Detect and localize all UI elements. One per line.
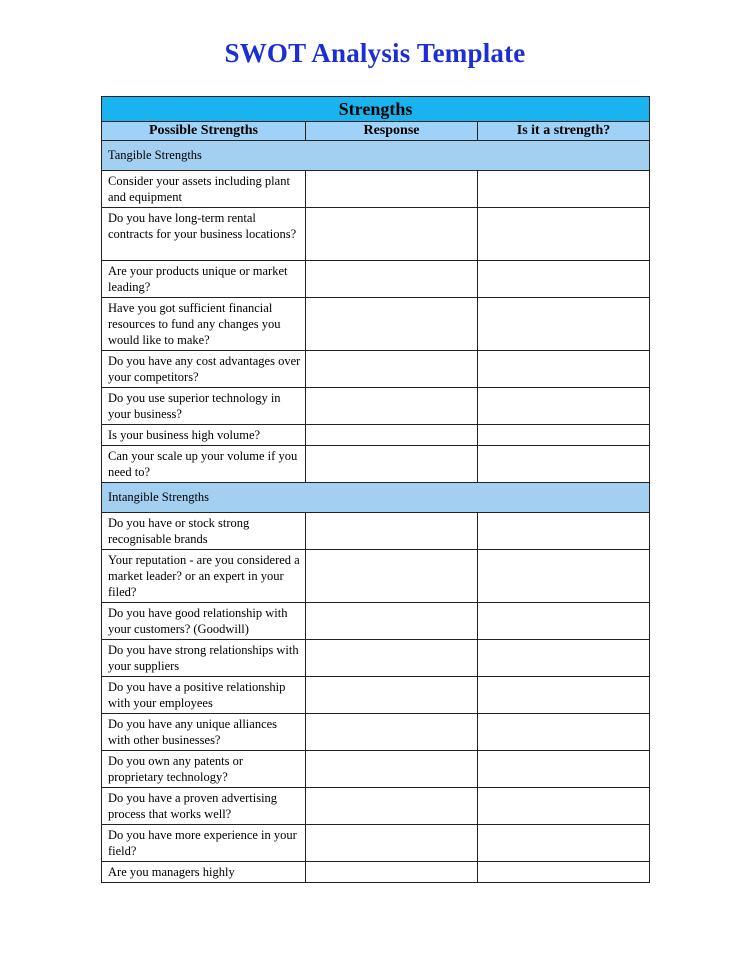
response-cell[interactable] bbox=[306, 862, 478, 883]
document-title: SWOT Analysis Template bbox=[224, 38, 526, 68]
column-header-is-it-a-strength: Is it a strength? bbox=[478, 122, 650, 141]
question-cell: Do you have strong relationships with your suppliers bbox=[102, 640, 306, 677]
question-cell: Do you have good relationship with your customers? (Goodwill) bbox=[102, 603, 306, 640]
is-strength-cell[interactable] bbox=[478, 862, 650, 883]
response-cell[interactable] bbox=[306, 677, 478, 714]
question-cell: Do you have any unique alliances with other businesses? bbox=[102, 714, 306, 751]
table-row bbox=[102, 603, 650, 640]
table-row bbox=[102, 446, 650, 483]
swot-strengths-table bbox=[101, 96, 650, 883]
section-label-intangible: Intangible Strengths bbox=[102, 483, 650, 513]
response-cell[interactable] bbox=[306, 550, 478, 603]
question-cell: Do you have a positive relationship with your employees bbox=[102, 677, 306, 714]
question-cell: Consider your assets including plant and equipment bbox=[102, 171, 306, 208]
column-header-possible-strengths: Possible Strengths bbox=[102, 122, 306, 141]
response-cell[interactable] bbox=[306, 208, 478, 261]
is-strength-cell[interactable] bbox=[478, 446, 650, 483]
section-row bbox=[102, 483, 650, 513]
is-strength-cell[interactable] bbox=[478, 388, 650, 425]
is-strength-cell[interactable] bbox=[478, 513, 650, 550]
question-cell: Your reputation - are you considered a market leader? or an expert in your filed? bbox=[102, 550, 306, 603]
response-cell[interactable] bbox=[306, 446, 478, 483]
response-cell[interactable] bbox=[306, 825, 478, 862]
column-header-response: Response bbox=[306, 122, 478, 141]
question-cell: Is your business high volume? bbox=[102, 425, 306, 446]
table-row bbox=[102, 513, 650, 550]
is-strength-cell[interactable] bbox=[478, 603, 650, 640]
is-strength-cell[interactable] bbox=[478, 298, 650, 351]
is-strength-cell[interactable] bbox=[478, 351, 650, 388]
response-cell[interactable] bbox=[306, 298, 478, 351]
table-row bbox=[102, 261, 650, 298]
question-cell: Do you have or stock strong recognisable brands bbox=[102, 513, 306, 550]
question-cell: Can your scale up your volume if you need to? bbox=[102, 446, 306, 483]
table-row bbox=[102, 550, 650, 603]
is-strength-cell[interactable] bbox=[478, 550, 650, 603]
response-cell[interactable] bbox=[306, 714, 478, 751]
response-cell[interactable] bbox=[306, 351, 478, 388]
table-row bbox=[102, 677, 650, 714]
question-cell: Have you got sufficient financial resources to fund any changes you would like to make? bbox=[102, 298, 306, 351]
table-row bbox=[102, 714, 650, 751]
table-row bbox=[102, 751, 650, 788]
question-cell: Do you have long-term rental contracts for your business locations? bbox=[102, 208, 306, 261]
question-cell: Do you use superior technology in your business? bbox=[102, 388, 306, 425]
section-label-tangible: Tangible Strengths bbox=[102, 141, 650, 171]
table-row bbox=[102, 208, 650, 261]
strengths-banner: Strengths bbox=[102, 97, 650, 122]
question-cell: Do you have more experience in your field? bbox=[102, 825, 306, 862]
response-cell[interactable] bbox=[306, 388, 478, 425]
question-cell: Do you own any patents or proprietary technology? bbox=[102, 751, 306, 788]
question-cell: Are you managers highly bbox=[102, 862, 306, 883]
response-cell[interactable] bbox=[306, 513, 478, 550]
is-strength-cell[interactable] bbox=[478, 825, 650, 862]
table-row bbox=[102, 825, 650, 862]
response-cell[interactable] bbox=[306, 603, 478, 640]
table-row bbox=[102, 788, 650, 825]
response-cell[interactable] bbox=[306, 171, 478, 208]
table-row bbox=[102, 388, 650, 425]
response-cell[interactable] bbox=[306, 425, 478, 446]
is-strength-cell[interactable] bbox=[478, 640, 650, 677]
table-row bbox=[102, 425, 650, 446]
is-strength-cell[interactable] bbox=[478, 171, 650, 208]
table-row bbox=[102, 171, 650, 208]
response-cell[interactable] bbox=[306, 261, 478, 298]
table-row bbox=[102, 640, 650, 677]
banner-row bbox=[102, 97, 650, 122]
is-strength-cell[interactable] bbox=[478, 788, 650, 825]
response-cell[interactable] bbox=[306, 640, 478, 677]
column-header-row bbox=[102, 122, 650, 141]
question-cell: Do you have any cost advantages over your competitors? bbox=[102, 351, 306, 388]
is-strength-cell[interactable] bbox=[478, 208, 650, 261]
table-row bbox=[102, 862, 650, 883]
response-cell[interactable] bbox=[306, 788, 478, 825]
is-strength-cell[interactable] bbox=[478, 714, 650, 751]
is-strength-cell[interactable] bbox=[478, 261, 650, 298]
table-row bbox=[102, 298, 650, 351]
question-cell: Are your products unique or market leading? bbox=[102, 261, 306, 298]
section-row bbox=[102, 141, 650, 171]
is-strength-cell[interactable] bbox=[478, 425, 650, 446]
response-cell[interactable] bbox=[306, 751, 478, 788]
is-strength-cell[interactable] bbox=[478, 751, 650, 788]
question-cell: Do you have a proven advertising process that works well? bbox=[102, 788, 306, 825]
is-strength-cell[interactable] bbox=[478, 677, 650, 714]
table-row bbox=[102, 351, 650, 388]
